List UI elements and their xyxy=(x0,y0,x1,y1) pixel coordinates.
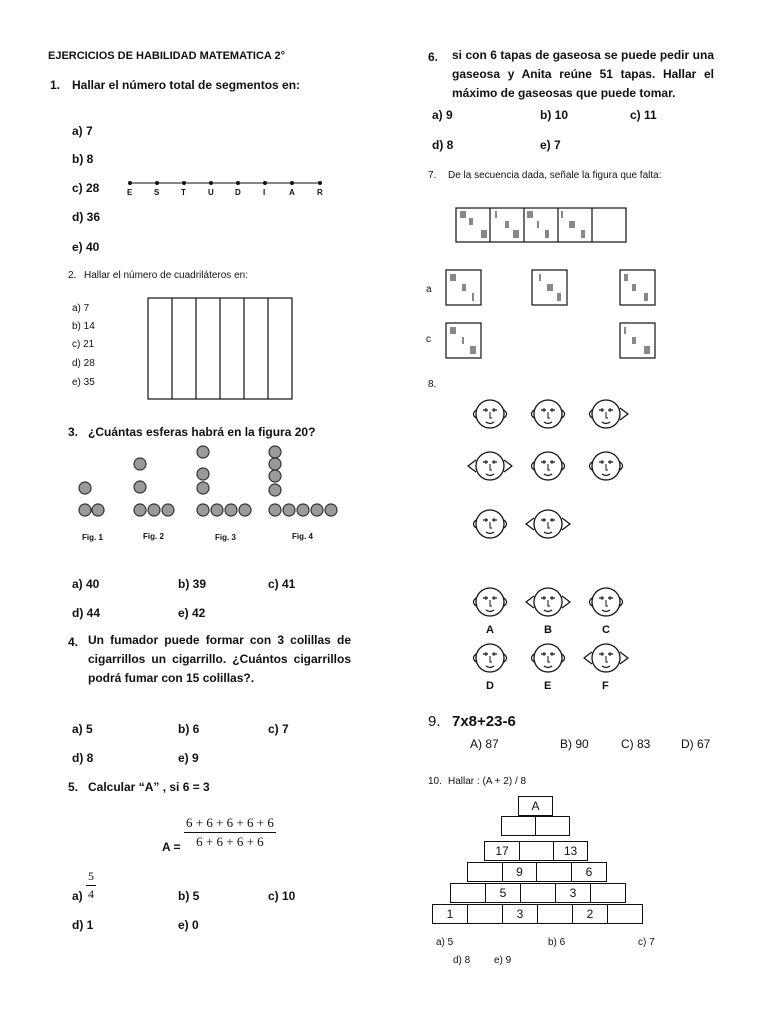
q1-option-e: e) 40 xyxy=(72,240,100,254)
q5-text: Calcular “A” , si 6 = 3 xyxy=(88,780,210,794)
q1-option-c: c) 28 xyxy=(72,181,100,195)
q2-option-b: b) 14 xyxy=(72,321,95,332)
pyramid-cell xyxy=(536,862,572,882)
pyramid-cell xyxy=(467,862,503,882)
q6-number: 6. xyxy=(428,50,439,64)
q6-option-a: a) 9 xyxy=(432,108,453,122)
pyramid-cell xyxy=(607,904,643,924)
q10-option-d: d) 8 xyxy=(453,955,471,966)
q5-numerator: 6 + 6 + 6 + 6 + 6 xyxy=(184,815,276,833)
q5-number: 5. xyxy=(68,780,79,794)
q10-option-c: c) 7 xyxy=(638,937,655,948)
q5-option-a-prefix: a) xyxy=(72,889,83,903)
pyramid-cell xyxy=(520,883,556,903)
q6-option-d: d) 8 xyxy=(432,138,454,152)
q1-letter: E xyxy=(127,188,133,197)
q1-letter: D xyxy=(235,188,241,197)
q1-option-b: b) 8 xyxy=(72,152,94,166)
pyramid-cell: 13 xyxy=(553,841,588,861)
pyramid-cell xyxy=(537,904,573,924)
pyramid-cell xyxy=(467,904,503,924)
q3-fig-label: Fig. 4 xyxy=(292,532,313,541)
q5-option-c: c) 10 xyxy=(268,889,296,903)
q10-option-a: a) 5 xyxy=(436,937,454,948)
q3-text: ¿Cuántas esferas habrá en la figura 20? xyxy=(88,425,316,439)
q4-option-a: a) 5 xyxy=(72,722,93,736)
q4-option-e: e) 9 xyxy=(178,751,199,765)
q7-text: De la secuencia dada, señale la figura que falta: xyxy=(448,170,662,181)
q3-option-c: c) 41 xyxy=(268,577,296,591)
q5-option-d: d) 1 xyxy=(72,918,94,932)
q4-number: 4. xyxy=(68,635,79,649)
q8-option-b: B xyxy=(544,624,552,636)
q2-option-a: a) 7 xyxy=(72,303,90,314)
q1-letter: U xyxy=(208,188,214,197)
q3-option-a: a) 40 xyxy=(72,577,100,591)
q3-option-e: e) 42 xyxy=(178,606,206,620)
q1-option-a: a) 7 xyxy=(72,124,93,138)
q6-option-b: b) 10 xyxy=(540,108,569,122)
page-title: EJERCICIOS DE HABILIDAD MATEMATICA 2° xyxy=(48,50,286,62)
q4-option-c: c) 7 xyxy=(268,722,289,736)
q2-option-c: c) 21 xyxy=(72,339,95,350)
q4-text: Un fumador puede formar con 3 colillas de cigarrillos un cigarrillo. ¿Cuántos cigarrillos podrá fumar con 15 colillas?. xyxy=(88,633,351,685)
q8-option-d: D xyxy=(486,680,494,692)
q5-option-b: b) 5 xyxy=(178,889,200,903)
q3-fig-label: Fig. 3 xyxy=(215,533,236,542)
q1-letter: I xyxy=(263,188,266,197)
q9-option-c: C) 83 xyxy=(621,737,651,751)
pyramid-cell: 3 xyxy=(502,904,538,924)
pyramid-cell: 5 xyxy=(485,883,521,903)
q2-option-d: d) 28 xyxy=(72,358,95,369)
q7-cut-label-a: a xyxy=(426,284,432,295)
q1-letter: S xyxy=(154,188,160,197)
q2-option-e: e) 35 xyxy=(72,377,95,388)
q10-number: 10. xyxy=(428,776,442,787)
q10-text: Hallar : (A + 2) / 8 xyxy=(448,776,527,787)
q2-number: 2. xyxy=(68,270,77,281)
q9-option-b: B) 90 xyxy=(560,737,589,751)
q7-number: 7. xyxy=(428,170,437,181)
q8-option-f: F xyxy=(602,680,609,692)
pyramid-cell: 17 xyxy=(484,841,520,861)
q6-option-c: c) 11 xyxy=(630,108,657,122)
pyramid-cell xyxy=(519,841,554,861)
q4-option-b: b) 6 xyxy=(178,722,200,736)
q7-cut-label-c: c xyxy=(426,334,431,345)
pyramid-cell: 2 xyxy=(572,904,608,924)
q3-option-d: d) 44 xyxy=(72,606,101,620)
q5-option-e: e) 0 xyxy=(178,918,199,932)
q8-option-a: A xyxy=(486,624,494,636)
q1-letter: T xyxy=(181,188,186,197)
q3-number: 3. xyxy=(68,425,79,439)
q8-option-e: E xyxy=(544,680,552,692)
q1-letter: A xyxy=(289,188,295,197)
q3-fig-label: Fig. 1 xyxy=(82,533,103,542)
pyramid-cell: 3 xyxy=(555,883,591,903)
q3-option-b: b) 39 xyxy=(178,577,207,591)
q9-option-a: A) 87 xyxy=(470,737,499,751)
pyramid-cell: 6 xyxy=(571,862,607,882)
q4-option-d: d) 8 xyxy=(72,751,94,765)
q10-option-b: b) 6 xyxy=(548,937,566,948)
q6-text: si con 6 tapas de gaseosa se puede pedir una gaseosa y Anita reúne 51 tapas. Hallar el máximo de gaseosas que puede tomar. xyxy=(452,48,714,100)
q1-option-d: d) 36 xyxy=(72,210,101,224)
q8-option-c: C xyxy=(602,624,610,636)
pyramid-cell xyxy=(590,883,626,903)
pyramid-cell: 1 xyxy=(432,904,468,924)
q10-option-e: e) 9 xyxy=(494,955,512,966)
pyramid-cell: 9 xyxy=(502,862,537,882)
pyramid-cell xyxy=(450,883,486,903)
q6-option-e: e) 7 xyxy=(540,138,561,152)
q1-letter: R xyxy=(317,188,323,197)
q5-equation-label: A = xyxy=(162,840,181,854)
q5-option-a-den: 4 xyxy=(88,887,94,901)
q5-option-a-num: 5 xyxy=(86,869,96,886)
q9-expression: 7x8+23-6 xyxy=(452,713,516,730)
q9-option-d: D) 67 xyxy=(681,737,711,751)
q3-fig-label: Fig. 2 xyxy=(143,532,164,541)
q5-denominator: 6 + 6 + 6 + 6 xyxy=(196,834,264,849)
pyramid-cell xyxy=(501,816,536,836)
q2-text: Hallar el número de cuadriláteros en: xyxy=(84,270,248,281)
q1-text: Hallar el número total de segmentos en: xyxy=(72,78,301,92)
q1-number: 1. xyxy=(50,78,61,92)
pyramid-cell xyxy=(535,816,570,836)
q9-number: 9. xyxy=(428,713,441,730)
q8-number: 8. xyxy=(428,379,437,390)
pyramid-cell: A xyxy=(518,796,553,816)
